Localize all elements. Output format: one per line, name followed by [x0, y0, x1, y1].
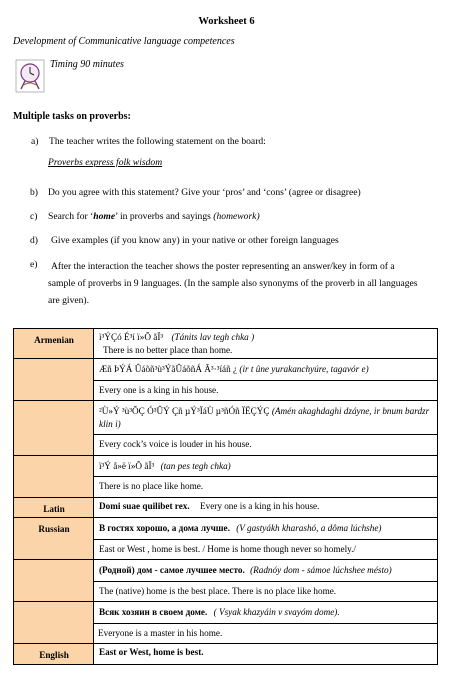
- table-row-armenian-1: [14, 329, 438, 359]
- table-row-armenian-4: [14, 455, 438, 497]
- proverb-cell: [94, 329, 438, 359]
- proverb-translit: (tan pes tegh chka): [160, 460, 231, 471]
- proverb-translation: East or West , home is best. / Home is home though never so homely./: [94, 539, 437, 558]
- worksheet-title: Worksheet 6: [198, 16, 255, 27]
- proverb-original: (Родной) дом - самое лучшее место.: [99, 565, 245, 575]
- proverb-original: Всяк хозяин в своем доме.: [99, 607, 208, 617]
- proverb-translation: Everyone is a master in his home.: [94, 623, 437, 642]
- proverb-translation: Every one is a king in his house.: [199, 500, 320, 511]
- language-label: English: [14, 644, 94, 665]
- table-row-armenian-2: [14, 359, 438, 401]
- worksheet-subtitle: Development of Communicative language competences: [13, 36, 235, 47]
- proverb-cell: [94, 518, 438, 560]
- table-row-russian-2: [14, 560, 438, 602]
- task-b: b) Do you agree with this statement? Give your ‘pros’ and ‘cons’ (agree or disagree): [30, 187, 361, 198]
- proverb-cell: [94, 401, 438, 456]
- proverb-translation: The (native) home is the best place. There is no place like home.: [94, 581, 437, 600]
- table-row-russian-3: [14, 602, 438, 644]
- language-label: Russian: [14, 518, 94, 560]
- proverb-translit: (Tánits lav tegh chka ): [171, 332, 255, 342]
- table-row-russian-1: [14, 518, 438, 560]
- proverb-cell: [94, 560, 438, 602]
- clock-icon: [15, 59, 45, 93]
- proverb-cell: [94, 455, 438, 497]
- proverb-translation: Every one is a king in his house.: [94, 380, 437, 399]
- proverb-cell: [94, 644, 438, 665]
- section-heading: Multiple tasks on proverbs:: [13, 111, 131, 122]
- proverb-original: В гостях хорошо, а дома лучше.: [99, 523, 230, 533]
- table-row-latin: [14, 497, 438, 518]
- proverb-translit: (ir t ûne yurakanchyúre, tagavór e): [239, 364, 369, 374]
- language-label: Armenian: [14, 329, 94, 359]
- board-statement: Proverbs express folk wisdom: [48, 157, 163, 168]
- proverb-original: ²Ù»Ý ³ù³ÕÇ Ó³ÛÝ Çñ µÝ³ÏáÙ µ³ñÓñ ÏËÇÝÇ: [99, 406, 270, 416]
- proverb-original: ì³ÝÇó É³í ï»Õ ãÏ³: [99, 332, 164, 342]
- proverb-translation: There is no better place than home.: [103, 344, 233, 355]
- proverb-original: East or West, home is best.: [99, 647, 204, 657]
- proverb-translation: Every cock’s voice is louder in his house.: [94, 434, 437, 453]
- proverb-cell: [94, 497, 438, 518]
- proverbs-table: [13, 328, 438, 665]
- proverb-original: Æñ ÞÝÁ Ûáõñ³ù³ÝãÛáõñÁ Ã³·³íáñ ¿: [99, 364, 238, 374]
- task-e: e) After the interaction the teacher shows the poster representing an answer/key in form of a sample of proverbs in 9 languages. (In the sample also synonyms of the proverb in all languages are given).: [30, 259, 418, 306]
- proverb-translit: (Radnóy dom - sámoe lúchshee mésto): [250, 565, 392, 575]
- proverb-cell: [94, 602, 438, 644]
- proverb-translation: There is no place like home.: [94, 476, 437, 495]
- timing-label: Timing 90 minutes: [50, 59, 124, 70]
- proverb-translit: (V gastyákh kharashó, a dôma lúchshe): [236, 523, 382, 533]
- table-row-armenian-3: [14, 401, 438, 456]
- task-d: d) Give examples (if you know any) in your native or other foreign languages: [30, 235, 339, 246]
- proverb-original: Domi suae quilibet rex.: [99, 500, 190, 511]
- table-row-english: [14, 644, 438, 665]
- task-c: c) Search for ‘home’ in proverbs and sayings (homework): [30, 211, 260, 222]
- proverb-translit: ( Vsyak khazyáin v svayóm dome).: [213, 607, 340, 617]
- task-a: a) The teacher writes the following statement on the board:: [31, 136, 266, 147]
- language-label: Latin: [14, 497, 94, 518]
- proverb-translit: (Amén akaghdaghi dzáyne, ir bnum bardzr klin i): [99, 406, 430, 429]
- proverb-original: ï³Ý å»ë ï»Õ ãÏ³: [99, 460, 155, 471]
- proverb-cell: [94, 359, 438, 401]
